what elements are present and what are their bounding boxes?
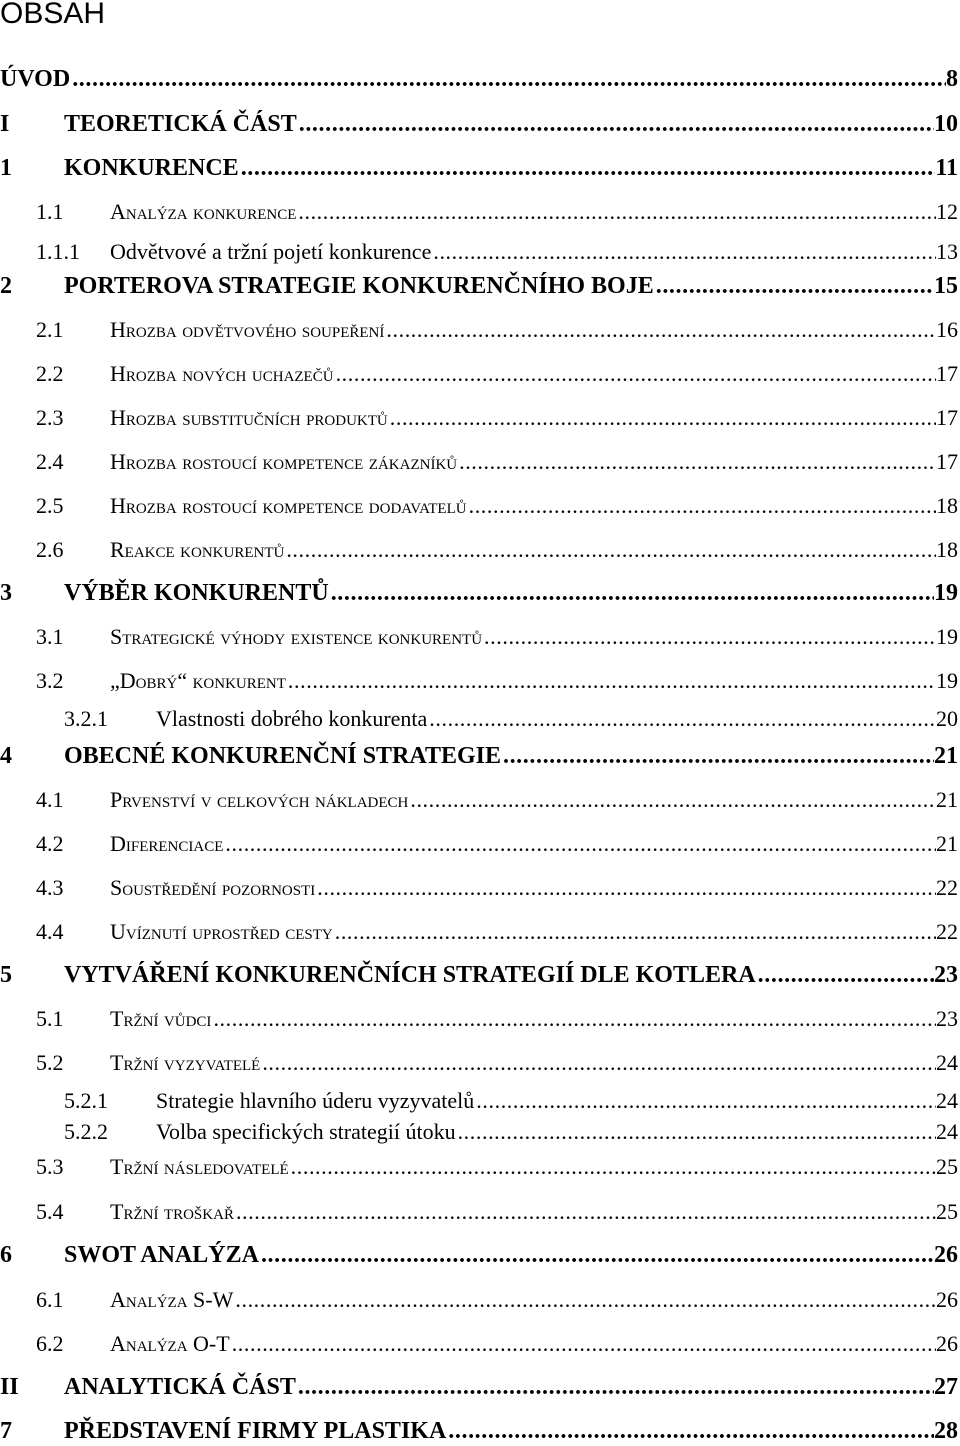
toc-entry[interactable] <box>0 153 958 183</box>
toc-entry-page: 17 <box>936 449 958 474</box>
toc-entry[interactable] <box>0 197 958 227</box>
toc-entry-number: 6.2 <box>36 1331 64 1356</box>
toc-entry-number: 7 <box>0 1418 12 1444</box>
toc-dot-leader <box>654 271 934 301</box>
toc-entry-page: 12 <box>936 199 958 224</box>
toc-entry-number: 5 <box>0 962 12 988</box>
toc-entry-title: Volba specifických strategií útoku <box>156 1119 456 1144</box>
toc-entry-title: Soustředění pozornosti <box>110 875 316 900</box>
toc-entry-page: 15 <box>934 273 958 299</box>
toc-dot-leader <box>284 535 936 565</box>
toc-entry-page: 18 <box>936 493 958 518</box>
toc-dot-leader <box>296 1372 934 1402</box>
toc-entry-page: 19 <box>936 668 958 693</box>
toc-dot-leader <box>329 578 934 608</box>
toc-entry[interactable] <box>0 1372 958 1402</box>
toc-entry[interactable] <box>0 1086 958 1116</box>
toc-dot-leader <box>223 829 936 859</box>
toc-entry-page: 21 <box>936 831 958 856</box>
toc-entry[interactable] <box>0 491 958 521</box>
toc-entry-number: I <box>0 111 10 137</box>
toc-entry-number: 2.6 <box>36 537 64 562</box>
toc-entry-number: 2.2 <box>36 361 64 386</box>
toc-dot-leader <box>456 1117 936 1147</box>
toc-dot-leader <box>289 1152 936 1182</box>
toc-dot-leader <box>474 1086 936 1116</box>
toc-entry[interactable] <box>0 785 958 815</box>
toc-entry-title: PŘEDSTAVENÍ FIRMY PLASTIKA <box>64 1418 447 1444</box>
toc-entry[interactable] <box>0 64 958 94</box>
toc-entry[interactable] <box>0 237 958 267</box>
toc-entry[interactable] <box>0 271 958 301</box>
toc-entry-title: Diferenciace <box>110 831 224 856</box>
toc-entry-page: 17 <box>936 361 958 386</box>
toc-entry-title: VYTVÁŘENÍ KONKURENČNÍCH STRATEGIÍ DLE KOTLERA <box>64 962 756 988</box>
toc-entry-title: PORTEROVA STRATEGIE KONKURENČNÍHO BOJE <box>64 273 654 299</box>
toc-dot-leader <box>259 1240 934 1270</box>
toc-entry-number: 5.2.1 <box>64 1088 108 1113</box>
toc-entry[interactable] <box>0 359 958 389</box>
toc-entry[interactable] <box>0 917 958 947</box>
toc-dot-leader <box>315 873 936 903</box>
toc-entry-title: Hrozba rostoucí kompetence dodavatelů <box>110 493 467 518</box>
toc-dot-leader <box>334 359 936 389</box>
toc-entry-page: 23 <box>936 1006 958 1031</box>
toc-entry-number: 4.2 <box>36 831 64 856</box>
toc-dot-leader <box>260 1048 936 1078</box>
toc-entry-number: 6 <box>0 1242 12 1268</box>
toc-entry-page: 10 <box>934 111 958 137</box>
toc-entry-title: Odvětvové a tržní pojetí konkurence <box>110 239 432 264</box>
toc-entry[interactable] <box>0 960 958 990</box>
toc-entry-number: 5.4 <box>36 1199 64 1224</box>
toc-entry-title: Analýza konkurence <box>110 199 297 224</box>
toc-entry-number: 5.3 <box>36 1154 64 1179</box>
toc-entry-title: „Dobrý“ konkurent <box>110 668 286 693</box>
toc-dot-leader <box>446 1416 934 1446</box>
toc-entry-page: 25 <box>936 1154 958 1179</box>
toc-entry-page: 21 <box>934 743 958 769</box>
toc-entry-page: 20 <box>936 706 958 731</box>
toc-entry-title: Hrozba odvětvového soupeření <box>110 317 385 342</box>
toc-entry-title: ANALYTICKÁ ČÁST <box>64 1374 296 1400</box>
toc-entry-page: 22 <box>936 875 958 900</box>
toc-entry-page: 8 <box>946 66 958 92</box>
toc-entry[interactable] <box>0 741 958 771</box>
toc-dot-leader <box>431 237 936 267</box>
toc-entry-title: KONKURENCE <box>64 155 239 181</box>
toc-entry-page: 24 <box>936 1088 958 1113</box>
toc-entry[interactable] <box>0 829 958 859</box>
toc-entry-number: 5.2 <box>36 1050 64 1075</box>
toc-entry-page: 26 <box>936 1287 958 1312</box>
toc-entry-number: 3.2.1 <box>64 706 108 731</box>
toc-entry-number: 2.5 <box>36 493 64 518</box>
toc-entry-page: 19 <box>934 580 958 606</box>
toc-entry-title: Reakce konkurentů <box>110 537 285 562</box>
toc-entry-number: 4.4 <box>36 919 64 944</box>
toc-entry-page: 25 <box>936 1199 958 1224</box>
toc-entry[interactable] <box>0 1416 958 1446</box>
toc-entry-number: 3 <box>0 580 12 606</box>
toc-dot-leader <box>501 741 934 771</box>
page-title: OBSAH <box>0 0 106 30</box>
toc-entry-page: 27 <box>934 1374 958 1400</box>
toc-entry-title: Tržní vůdci <box>110 1006 212 1031</box>
toc-dot-leader <box>333 917 936 947</box>
toc-entry[interactable] <box>0 1117 958 1147</box>
toc-entry-number: 4 <box>0 743 12 769</box>
toc-entry[interactable] <box>0 704 958 734</box>
toc-entry[interactable] <box>0 578 958 608</box>
toc-dot-leader <box>408 785 936 815</box>
toc-entry-number: 4.1 <box>36 787 64 812</box>
toc-entry-title: VÝBĚR KONKURENTŮ <box>64 580 329 606</box>
toc-dot-leader <box>233 1285 936 1315</box>
toc-dot-leader <box>230 1329 936 1359</box>
toc-entry-title: Hrozba rostoucí kompetence zákazníků <box>110 449 458 474</box>
toc-entry-page: 17 <box>936 405 958 430</box>
toc-dot-leader <box>427 704 936 734</box>
toc-entry-title: Analýza O-T <box>110 1331 230 1356</box>
toc-entry[interactable] <box>0 1048 958 1078</box>
toc-entry-page: 11 <box>935 155 958 181</box>
toc-entry-page: 13 <box>936 239 958 264</box>
toc-dot-leader <box>234 1197 936 1227</box>
toc-entry-page: 19 <box>936 624 958 649</box>
toc-dot-leader <box>756 960 934 990</box>
toc-entry-title: Vlastnosti dobrého konkurenta <box>156 706 428 731</box>
toc-dot-leader <box>211 1004 936 1034</box>
toc-dot-leader <box>70 64 946 94</box>
toc-dot-leader <box>467 491 936 521</box>
toc-dot-leader <box>297 109 934 139</box>
toc-entry[interactable] <box>0 1152 958 1182</box>
toc-entry-title: OBECNÉ KONKURENČNÍ STRATEGIE <box>64 743 501 769</box>
toc-entry-number: 3.1 <box>36 624 64 649</box>
toc-entry-number: 2.3 <box>36 405 64 430</box>
toc-entry-title: Strategie hlavního úderu vyzyvatelů <box>156 1088 475 1113</box>
toc-entry[interactable] <box>0 1004 958 1034</box>
toc-entry-page: 18 <box>936 537 958 562</box>
toc-dot-leader <box>457 447 936 477</box>
toc-entry-number: 6.1 <box>36 1287 64 1312</box>
toc-entry-number: II <box>0 1374 19 1400</box>
toc-entry-number: 4.3 <box>36 875 64 900</box>
toc-entry[interactable] <box>0 1285 958 1315</box>
toc-entry-title: Tržní vyzyvatelé <box>110 1050 261 1075</box>
toc-entry-number: 1 <box>0 155 12 181</box>
toc-entry-title: Tržní troškař <box>110 1199 234 1224</box>
toc-entry-title: Hrozba substitučních produktů <box>110 405 388 430</box>
toc-dot-leader <box>239 153 936 183</box>
toc-entry-page: 24 <box>936 1119 958 1144</box>
toc-entry[interactable] <box>0 666 958 696</box>
toc-entry-title: SWOT ANALÝZA <box>64 1242 259 1268</box>
toc-entry[interactable] <box>0 1197 958 1227</box>
toc-entry[interactable] <box>0 873 958 903</box>
toc-entry-number: 1.1 <box>36 199 64 224</box>
toc-entry-number: 2.1 <box>36 317 64 342</box>
toc-entry-number: 1.1.1 <box>36 239 80 264</box>
toc-entry-page: 22 <box>936 919 958 944</box>
toc-entry-page: 21 <box>936 787 958 812</box>
toc-entry-page: 26 <box>936 1331 958 1356</box>
toc-entry-number: 5.1 <box>36 1006 64 1031</box>
toc-entry-number: 2 <box>0 273 12 299</box>
toc-entry[interactable] <box>0 109 958 139</box>
toc-entry-page: 26 <box>934 1242 958 1268</box>
toc-entry[interactable] <box>0 403 958 433</box>
toc-entry-page: 24 <box>936 1050 958 1075</box>
toc-entry-page: 23 <box>934 962 958 988</box>
toc-dot-leader <box>384 315 936 345</box>
toc-entry-number: 5.2.2 <box>64 1119 108 1144</box>
toc-entry[interactable] <box>0 1240 958 1270</box>
toc-entry-title: ÚVOD <box>0 66 71 92</box>
toc-entry-title: Uvíznutí uprostřed cesty <box>110 919 333 944</box>
toc-entry-title: Strategické výhody existence konkurentů <box>110 624 483 649</box>
toc-entry[interactable] <box>0 447 958 477</box>
toc-dot-leader <box>286 666 936 696</box>
toc-entry[interactable] <box>0 535 958 565</box>
toc-entry-page: 28 <box>934 1418 958 1444</box>
toc-entry[interactable] <box>0 1329 958 1359</box>
toc-entry[interactable] <box>0 315 958 345</box>
toc-dot-leader <box>482 622 936 652</box>
toc-entry-page: 16 <box>936 317 958 342</box>
toc-entry-number: 2.4 <box>36 449 64 474</box>
toc-entry-number: 3.2 <box>36 668 64 693</box>
toc-entry-title: Prvenství v celkových nákladech <box>110 787 409 812</box>
toc-dot-leader <box>388 403 936 433</box>
toc-entry-title: TEORETICKÁ ČÁST <box>64 111 297 137</box>
toc-entry[interactable] <box>0 622 958 652</box>
toc-entry-title: Analýza S-W <box>110 1287 234 1312</box>
toc-dot-leader <box>296 197 936 227</box>
toc-entry-title: Tržní následovatelé <box>110 1154 289 1179</box>
toc-entry-title: Hrozba nových uchazečů <box>110 361 334 386</box>
